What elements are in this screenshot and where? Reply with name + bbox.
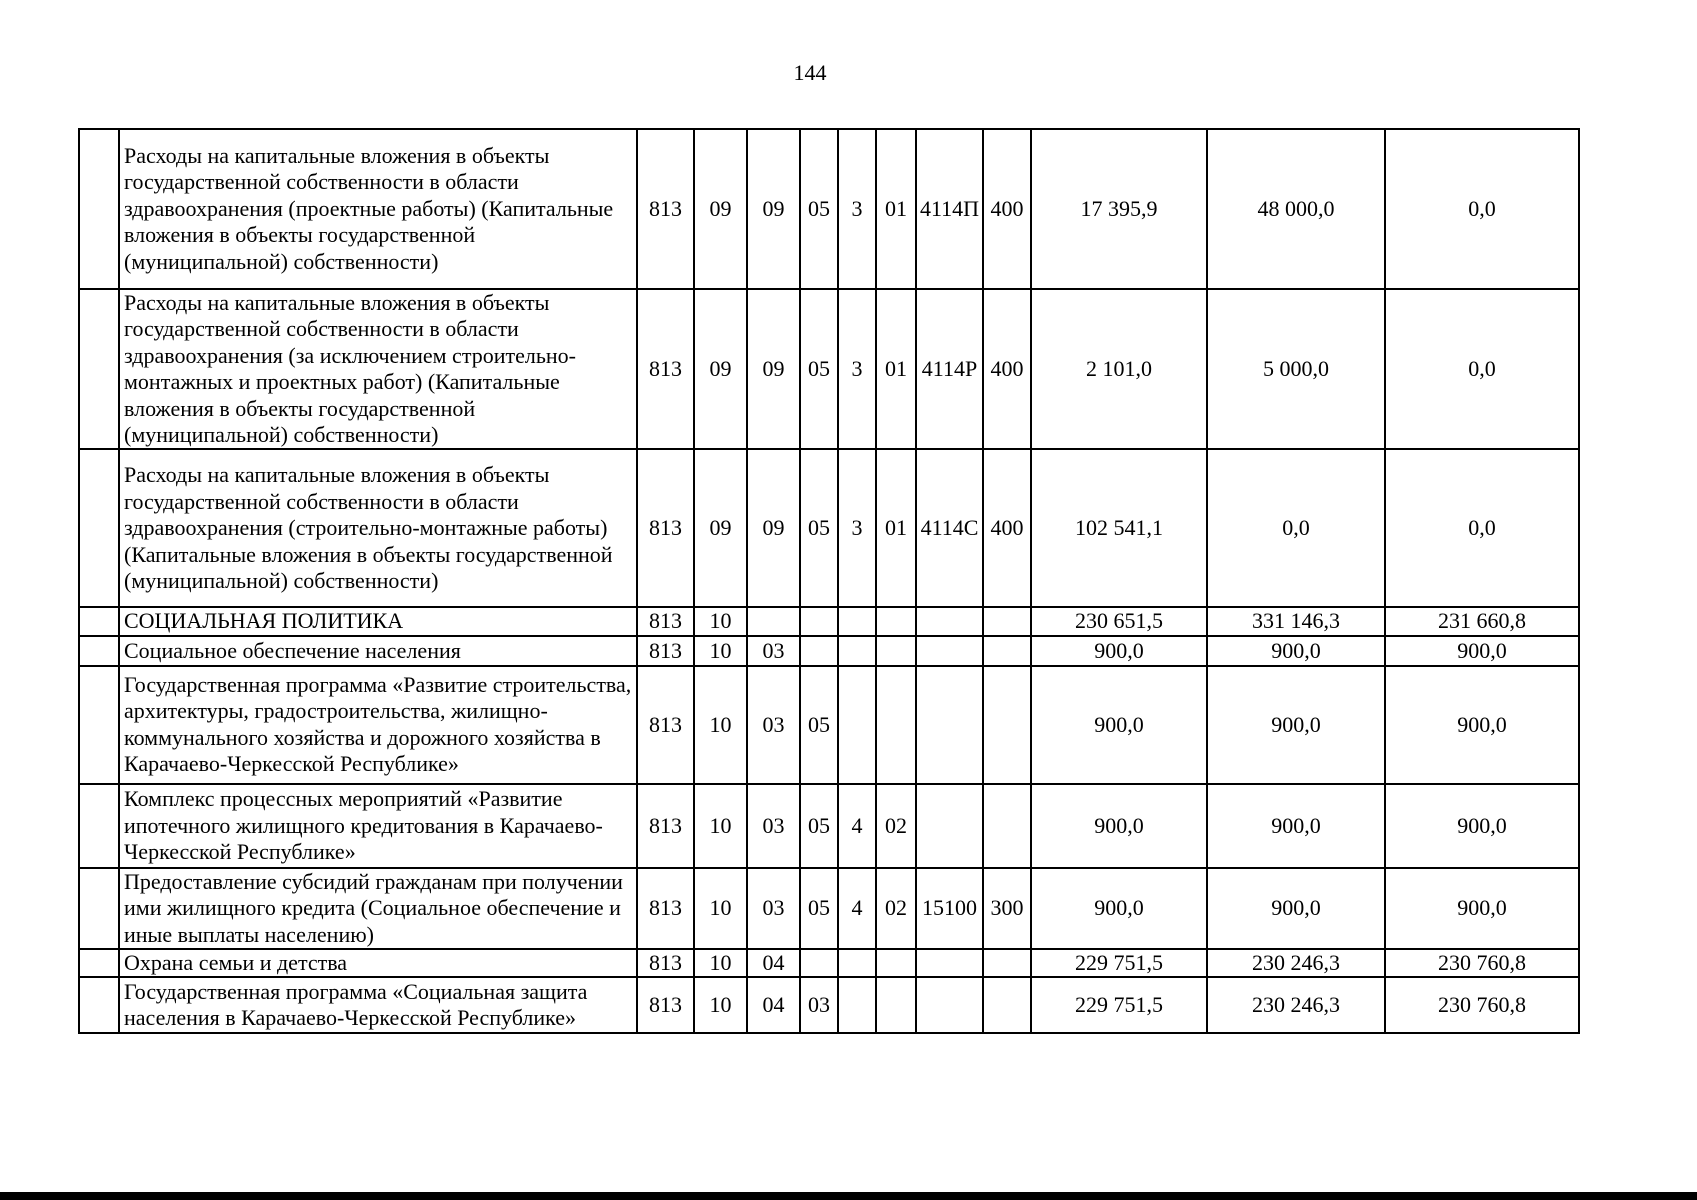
amount-cell: 900,0	[1031, 666, 1207, 784]
code-cell	[838, 666, 876, 784]
code-cell	[983, 977, 1031, 1033]
code-cell: 813	[637, 289, 694, 449]
amount-cell: 900,0	[1385, 666, 1579, 784]
amount-cell: 230 760,8	[1385, 977, 1579, 1033]
code-cell	[876, 949, 916, 977]
code-cell: 10	[694, 636, 747, 666]
code-cell: 4	[838, 784, 876, 868]
code-cell	[983, 666, 1031, 784]
code-cell: 813	[637, 607, 694, 635]
amount-cell: 900,0	[1207, 868, 1385, 949]
code-cell: 10	[694, 784, 747, 868]
row-name-cell: Расходы на капитальные вложения в объекты государственной собственности в области здравоохранения (проектные работы) (Капитальные вложения в объекты государственной (муниципальной) собственности)	[119, 129, 637, 289]
page-number: 144	[793, 60, 827, 85]
code-cell: 03	[747, 636, 800, 666]
row-number-cell	[79, 129, 119, 289]
row-name-cell: Государственная программа «Развитие строительства, архитектуры, градостроительства, жилищно-коммунального хозяйства и дорожного хозяйства в Карачаево-Черкесской Республике»	[119, 666, 637, 784]
code-cell	[876, 636, 916, 666]
table-row	[79, 977, 1579, 1033]
code-cell: 4114С	[916, 449, 983, 607]
table-body	[79, 129, 1579, 1033]
amount-cell: 0,0	[1385, 449, 1579, 607]
code-cell	[916, 607, 983, 635]
code-cell: 813	[637, 129, 694, 289]
code-cell: 05	[800, 449, 838, 607]
code-cell: 05	[800, 784, 838, 868]
table-row	[79, 607, 1579, 635]
row-name-cell: СОЦИАЛЬНАЯ ПОЛИТИКА	[119, 607, 637, 635]
code-cell	[876, 607, 916, 635]
amount-cell: 0,0	[1385, 289, 1579, 449]
code-cell: 09	[694, 129, 747, 289]
row-name-cell: Предоставление субсидий гражданам при получении ими жилищного кредита (Социальное обеспечение и иные выплаты населению)	[119, 868, 637, 949]
code-cell	[838, 949, 876, 977]
code-cell: 4114П	[916, 129, 983, 289]
row-number-cell	[79, 977, 119, 1033]
code-cell	[983, 607, 1031, 635]
row-name-cell: Комплекс процессных мероприятий «Развитие ипотечного жилищного кредитования в Карачаево-Черкесской Республике»	[119, 784, 637, 868]
table-row	[79, 666, 1579, 784]
table-row	[79, 289, 1579, 449]
row-number-cell	[79, 949, 119, 977]
table-row	[79, 868, 1579, 949]
amount-cell: 48 000,0	[1207, 129, 1385, 289]
amount-cell: 900,0	[1385, 636, 1579, 666]
amount-cell: 0,0	[1385, 129, 1579, 289]
amount-cell: 900,0	[1207, 784, 1385, 868]
code-cell	[838, 607, 876, 635]
row-number-cell	[79, 784, 119, 868]
amount-cell: 900,0	[1031, 784, 1207, 868]
code-cell: 09	[747, 289, 800, 449]
code-cell	[916, 666, 983, 784]
amount-cell: 5 000,0	[1207, 289, 1385, 449]
code-cell	[916, 784, 983, 868]
table-row	[79, 129, 1579, 289]
code-cell: 04	[747, 977, 800, 1033]
code-cell: 09	[747, 449, 800, 607]
code-cell: 813	[637, 449, 694, 607]
amount-cell: 230 651,5	[1031, 607, 1207, 635]
code-cell	[916, 949, 983, 977]
code-cell: 15100	[916, 868, 983, 949]
table-row	[79, 636, 1579, 666]
code-cell: 05	[800, 868, 838, 949]
amount-cell: 900,0	[1385, 868, 1579, 949]
amount-cell: 900,0	[1031, 636, 1207, 666]
code-cell	[916, 636, 983, 666]
amount-cell: 229 751,5	[1031, 977, 1207, 1033]
code-cell: 10	[694, 977, 747, 1033]
code-cell	[838, 977, 876, 1033]
code-cell: 10	[694, 666, 747, 784]
amount-cell: 229 751,5	[1031, 949, 1207, 977]
row-name-cell: Государственная программа «Социальная защита населения в Карачаево-Черкесской Республике»	[119, 977, 637, 1033]
code-cell: 03	[800, 977, 838, 1033]
amount-cell: 0,0	[1207, 449, 1385, 607]
row-name-cell: Социальное обеспечение населения	[119, 636, 637, 666]
code-cell: 09	[694, 289, 747, 449]
table-row	[79, 784, 1579, 868]
bottom-rule	[0, 1192, 1697, 1200]
code-cell	[876, 666, 916, 784]
code-cell	[800, 636, 838, 666]
code-cell: 300	[983, 868, 1031, 949]
amount-cell: 900,0	[1385, 784, 1579, 868]
row-number-cell	[79, 868, 119, 949]
code-cell: 3	[838, 129, 876, 289]
amount-cell: 230 760,8	[1385, 949, 1579, 977]
code-cell: 10	[694, 868, 747, 949]
row-name-cell: Расходы на капитальные вложения в объекты государственной собственности в области здравоохранения (за исключением строительно-монтажных и проектных работ) (Капитальные вложения в объекты государственной (муниципальной) собственности)	[119, 289, 637, 449]
code-cell: 05	[800, 129, 838, 289]
table-row	[79, 949, 1579, 977]
row-number-cell	[79, 449, 119, 607]
row-number-cell	[79, 289, 119, 449]
amount-cell: 230 246,3	[1207, 949, 1385, 977]
code-cell: 813	[637, 666, 694, 784]
code-cell: 813	[637, 636, 694, 666]
amount-cell: 331 146,3	[1207, 607, 1385, 635]
code-cell: 4	[838, 868, 876, 949]
row-number-cell	[79, 636, 119, 666]
amount-cell: 17 395,9	[1031, 129, 1207, 289]
code-cell	[983, 784, 1031, 868]
code-cell: 813	[637, 784, 694, 868]
code-cell: 400	[983, 129, 1031, 289]
amount-cell: 230 246,3	[1207, 977, 1385, 1033]
code-cell: 09	[694, 449, 747, 607]
code-cell	[800, 607, 838, 635]
amount-cell: 2 101,0	[1031, 289, 1207, 449]
row-number-cell	[79, 666, 119, 784]
code-cell: 813	[637, 977, 694, 1033]
code-cell	[876, 977, 916, 1033]
amount-cell: 231 660,8	[1385, 607, 1579, 635]
code-cell	[800, 949, 838, 977]
code-cell: 05	[800, 666, 838, 784]
code-cell	[983, 949, 1031, 977]
code-cell	[838, 636, 876, 666]
code-cell: 01	[876, 129, 916, 289]
row-name-cell: Охрана семьи и детства	[119, 949, 637, 977]
code-cell: 05	[800, 289, 838, 449]
code-cell	[747, 607, 800, 635]
code-cell: 10	[694, 607, 747, 635]
code-cell: 03	[747, 784, 800, 868]
table-row	[79, 449, 1579, 607]
amount-cell: 900,0	[1207, 636, 1385, 666]
code-cell: 400	[983, 449, 1031, 607]
code-cell: 01	[876, 289, 916, 449]
amount-cell: 900,0	[1031, 868, 1207, 949]
code-cell: 02	[876, 784, 916, 868]
code-cell: 4114Р	[916, 289, 983, 449]
code-cell: 813	[637, 949, 694, 977]
code-cell: 03	[747, 868, 800, 949]
code-cell: 02	[876, 868, 916, 949]
code-cell	[983, 636, 1031, 666]
code-cell: 04	[747, 949, 800, 977]
budget-table	[78, 128, 1580, 1034]
code-cell: 01	[876, 449, 916, 607]
code-cell: 09	[747, 129, 800, 289]
code-cell: 813	[637, 868, 694, 949]
row-name-cell: Расходы на капитальные вложения в объекты государственной собственности в области здравоохранения (строительно-монтажные работы) (Капитальные вложения в объекты государственной (муниципальной) собственности)	[119, 449, 637, 607]
amount-cell: 900,0	[1207, 666, 1385, 784]
code-cell: 10	[694, 949, 747, 977]
code-cell: 03	[747, 666, 800, 784]
code-cell: 3	[838, 289, 876, 449]
amount-cell: 102 541,1	[1031, 449, 1207, 607]
row-number-cell	[79, 607, 119, 635]
code-cell: 3	[838, 449, 876, 607]
code-cell	[916, 977, 983, 1033]
code-cell: 400	[983, 289, 1031, 449]
